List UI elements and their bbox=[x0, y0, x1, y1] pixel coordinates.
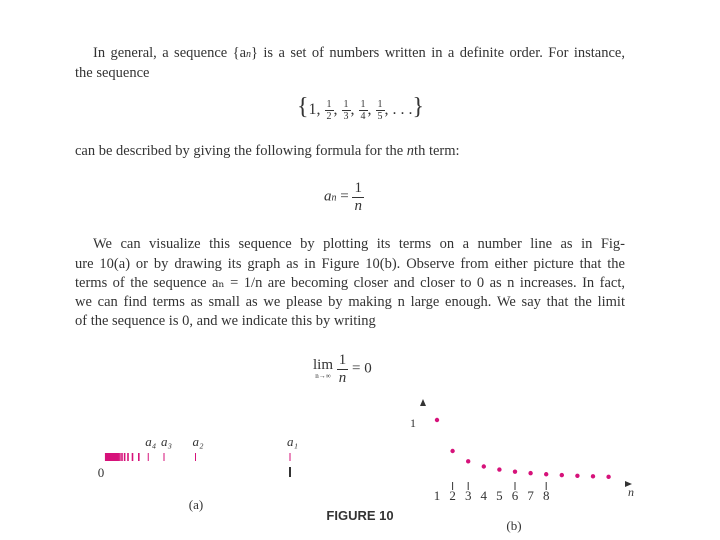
data-point bbox=[606, 475, 610, 479]
data-point bbox=[482, 464, 486, 468]
term-label: a₃ bbox=[161, 434, 173, 449]
data-point bbox=[466, 459, 470, 463]
x-tick-label: 7 bbox=[527, 488, 534, 503]
term-label: a₁ bbox=[287, 434, 299, 449]
data-point bbox=[560, 473, 564, 477]
para2: can be described by giving the following formula for the nth term: bbox=[75, 143, 460, 159]
x-tick-label: 1 bbox=[433, 488, 441, 503]
zero-label: 0 bbox=[97, 465, 105, 480]
term-label: a₄ bbox=[145, 434, 157, 449]
data-point bbox=[528, 471, 532, 475]
limit-formula: lim n→∞ $\frac{1}{n}$ = 0 bbox=[313, 352, 372, 386]
para3-line3: terms of the sequence aₙ = 1/n are becoming closer and closer to 0 as n increases. In fact, bbox=[75, 275, 625, 291]
data-point bbox=[497, 467, 501, 471]
graph-b bbox=[420, 399, 632, 503]
para3-line1: We can visualize this sequence by plotting its terms on a number line as in Fig- bbox=[93, 236, 625, 252]
formula: an = $\frac{1}{n}$ bbox=[324, 180, 362, 214]
para1-line2: the sequence bbox=[75, 65, 150, 81]
para3-line5: of the sequence is 0, and we indicate this by writing bbox=[75, 313, 376, 329]
data-point bbox=[575, 474, 579, 478]
data-point bbox=[544, 472, 548, 476]
figure-b-label: (b) bbox=[506, 518, 522, 533]
x-tick-label: 5 bbox=[496, 488, 503, 503]
x-tick-label: 8 bbox=[542, 488, 550, 503]
sequence-set: {1, $\frac{1}{2}$ , $\frac{1}{3}$ , $\frac{1}{4}$ , $\frac{1}{5}$ , . . .} bbox=[297, 94, 425, 122]
number-line-a bbox=[106, 434, 298, 477]
y-axis-arrow-icon bbox=[420, 399, 426, 406]
x-tick-label: 4 bbox=[480, 488, 488, 503]
x-tick-label: 6 bbox=[511, 488, 519, 503]
term-label: a₂ bbox=[192, 434, 204, 449]
figure-caption: FIGURE 10 bbox=[326, 508, 394, 523]
x-tick-label: 2 bbox=[449, 488, 456, 503]
figure-a-label: (a) bbox=[188, 497, 204, 512]
y-tick-1: 1 bbox=[410, 416, 416, 430]
frac: $\frac{1}{2}$ bbox=[326, 98, 332, 122]
x-axis-label: n bbox=[628, 485, 634, 499]
para3-line2: ure 10(a) or by drawing its graph as in Figure 10(b). Observe from either picture that the bbox=[75, 256, 625, 272]
para3-line4: we can find terms as small as we please by making n large enough. We say that the limit bbox=[75, 294, 625, 310]
data-point bbox=[591, 474, 595, 478]
para1-line1: In general, a sequence {an} is a set of numbers written in a definite order. For instance, bbox=[93, 45, 625, 61]
data-point bbox=[450, 449, 454, 453]
x-tick-label: 3 bbox=[464, 488, 472, 503]
data-point bbox=[435, 418, 439, 422]
data-point bbox=[513, 469, 517, 473]
